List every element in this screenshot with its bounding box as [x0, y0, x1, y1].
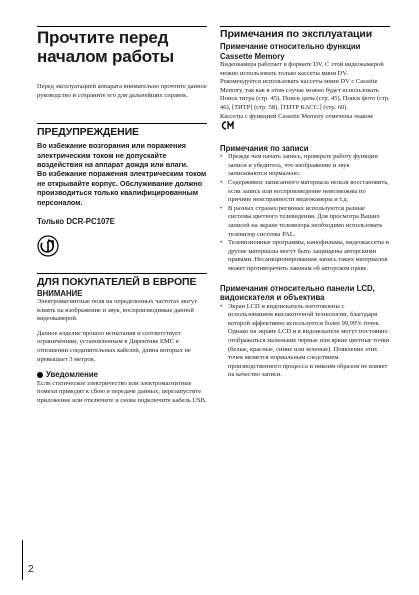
page-number: 2: [28, 564, 34, 575]
title-rule: [37, 26, 207, 27]
europe-rule: [37, 273, 207, 274]
recording-header: Примечания по записи: [220, 143, 309, 153]
model-label: Только DCR-PC107E: [37, 217, 115, 227]
list-item: • В разных странах/регионах используются разные системы цветного телевидения. Для просмотра Ваших записей на экране телевизора необходимо использовать телевизор системы PAL.: [220, 205, 390, 239]
cassette-memory-text: Видеокамера работает в формате DV. С этой видеокамерой можно использовать только кассеты мини DV. Рекомендуется использовать кассеты мини DV с Cassette Memory, так как в этом случае можно будет использовать Поиск титра (стр. 45), Поиск даты (стр. 45), Поиск фото (стр. 46), [ТИТР] (стр. 58), [ТИТР КАСС.] (стр. 60).: [220, 61, 390, 111]
intro-text: Перед эксплуатацией аппарата внимательно прочтите данное руководство и сохраните его для дальнейших справок.: [37, 83, 207, 99]
page-title-line1: Прочтите перед: [37, 28, 169, 47]
certification-mark-icon: [37, 235, 207, 262]
left-column: [37, 0, 207, 405]
warning-rule: [37, 123, 207, 124]
operation-title: Примечания по эксплуатации: [220, 28, 373, 40]
list-item: • Прежде чем начать запись, проверьте работу функции записи и убедитесь, что изображение и звук записываются нормально.: [220, 153, 390, 179]
page-title-line2: началом работы: [37, 47, 175, 66]
warning-text-1: Во избежание возгорания или поражения электрическим током не допускайте воздействия на аппарат дождя или влаги.: [37, 141, 189, 169]
cassette-memory-header: Примечание относительно функции Cassette Memory: [220, 42, 361, 61]
page-number-bar: [22, 540, 23, 580]
notice-icon: [37, 372, 43, 378]
warning-header: ПРЕДУПРЕЖДЕНИЕ: [37, 126, 139, 139]
recording-list: [220, 153, 390, 273]
compliance-text: Данное изделие прошло испытания и соответствует ограничениям, установленным в Директиве EMC в отношении соединительных кабелей, длина которых не превышает 3 метров.: [37, 329, 191, 363]
attention-text: Электромагнитные поля на определенных частотах могут влиять на изображение и звук, воспроизводимые данной видеокамерой.: [37, 298, 198, 323]
notice-header: Уведомление: [46, 370, 98, 380]
lcd-header: Примечания относительно панели LCD, видоискателя и объектива: [220, 283, 375, 303]
lcd-list: [220, 303, 390, 380]
list-item: • Экран LCD и видоискатель изготовлены с использованием высокоточной технологии, благодаря которой эффективно используется более 99,99% точек. Однако на экране LCD и в видоискателе могут постоянно отображаться маленькие черные или яркие цветные точки (белые, красные, синие или зеленые). Появление этих точек является нормальным следствием производственного процесса и никоим образом не влияет на качество записи.: [220, 303, 390, 380]
right-column: [220, 0, 390, 380]
operation-rule: [220, 26, 390, 27]
europe-header: ДЛЯ ПОКУПАТЕЛЕЙ В ЕВРОПЕ: [37, 275, 197, 288]
cassette-memory-logo-icon: [220, 121, 236, 134]
cassette-memory-mark-text: [220, 113, 390, 134]
list-item: • Содержимое записанного материала нельзя восстановить, если запись или воспроизведение невозможны по причине неисправности видеокамеры и т.д.: [220, 179, 390, 205]
attention-header: ВНИМАНИЕ: [37, 288, 83, 298]
notice-text: Если статическое электричество или электромагнитные помехи приводят к сбою в передаче данных, перезапустите приложение или отключите и снова подключите кабель USB.: [37, 379, 207, 404]
notice-heading: [37, 370, 207, 380]
list-item: • Телевизионные программы, кинофильмы, видеокассеты и другие материалы могут быть защищены авторскими правами. Несанкционированная запись таких материалов может противоречить законам об авторском праве.: [220, 239, 390, 273]
warning-text-2: Во избежание поражения электрическим током не открывайте корпус. Обслуживание должно производиться только квалифицированным персоналом.: [37, 169, 207, 207]
cassette-memory-mark-label: Кассеты с функцией Cassette Memory отмечены знаком: [220, 112, 373, 120]
